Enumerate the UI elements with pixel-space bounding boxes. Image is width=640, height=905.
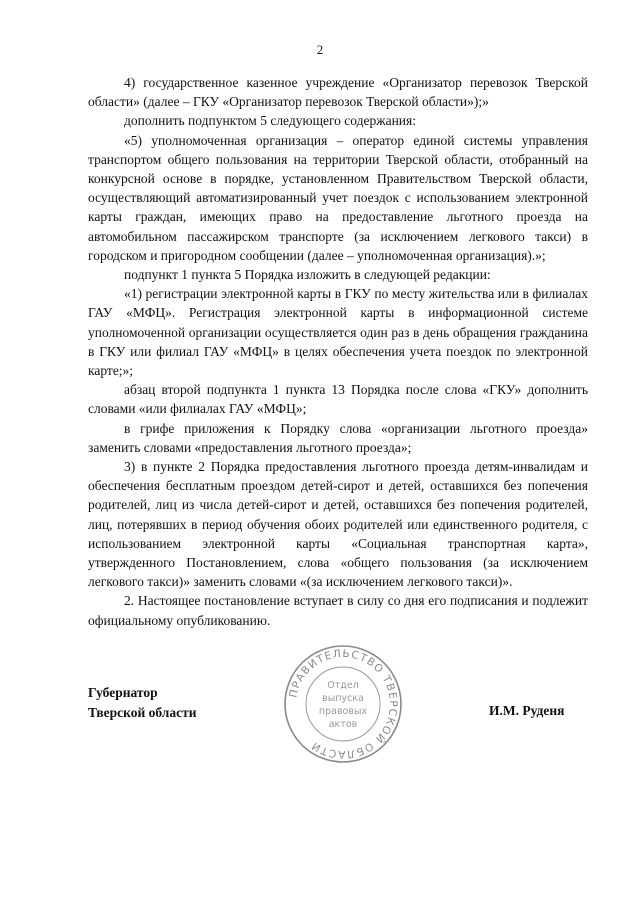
paragraph-subitem-1-item-5: подпункт 1 пункта 5 Порядка изложить в следующей редакции: xyxy=(124,267,491,283)
signatory-title-line-2: Тверской области xyxy=(88,704,197,720)
stamp-center-line-3: правовых xyxy=(318,706,368,717)
signatory-title-line-1: Губернатор xyxy=(88,685,158,700)
paragraph-appendix-heading-amendment: в грифе приложения к Порядку слова «организации льготного проезда» заменить словами «предоставления льготного проезда»; xyxy=(88,420,588,455)
stamp-outer-ring xyxy=(285,646,401,762)
paragraph-entry-into-force: 2. Настоящее постановление вступает в силу со дня его подписания и подлежит официальному опубликованию. xyxy=(88,593,588,628)
official-stamp xyxy=(282,642,404,766)
stamp-ring-text: ПРАВИТЕЛЬСТВО ТВЕРСКОЙ ОБЛАСТИ xyxy=(287,647,400,761)
stamp-center-line-1: Отдел xyxy=(327,680,359,691)
paragraph-item-4-gku: 4) государственное казенное учреждение «Организатор перевозок Тверской области» (далее – ГКУ «Организатор перевозок Тверской области»);» xyxy=(88,75,588,110)
signatory-name: И.М. Руденя xyxy=(489,703,565,718)
paragraph-item-3-children-travel: 3) в пункте 2 Порядка предоставления льготного проезда детям-инвалидам и обеспечения бесплатным проездом детей-сирот и детей, оставшихся без попечения родителей, лиц из числа детей-сирот и детей, оставшихся без попечения родителей, лиц, потерявших в период обучения обоих родителей или единственного родителя, с использованием электронной карты «Социальная транспортная карта», утвержденного Постановлением, слова «общего пользования (за исключением легкового такси)» заменить словами «(за исключением легкового такси)». xyxy=(88,459,588,590)
page-number: 2 xyxy=(316,42,324,57)
signatory-title xyxy=(88,683,197,722)
document-body xyxy=(88,73,588,630)
stamp-center-line-2: выпуска xyxy=(322,693,364,704)
paragraph-item-13-amendment: абзац второй подпункта 1 пункта 13 Порядка после слова «ГКУ» дополнить словами «или филиалах ГАУ «МФЦ»; xyxy=(88,382,588,417)
stamp-center-line-4: актов xyxy=(328,719,358,730)
paragraph-authorized-organization: «5) уполномоченная организация – оператор единой системы управления транспортом общего пользования на территории Тверской области, отобранный на конкурсной основе в порядке, установленном Правительством Тверской области, осуществляющий автоматизированный учет поездок с использованием электронной карты граждан, имеющих право на предоставление льготного проезда на автомобильном пассажирском транспорте (за исключением легкового такси) в городском и пригородном сообщении (далее – уполномоченная организация).»; xyxy=(88,132,588,263)
paragraph-add-subitem-5: дополнить подпунктом 5 следующего содержания: xyxy=(124,113,416,129)
paragraph-card-registration: «1) регистрации электронной карты в ГКУ по месту жительства или в филиалах ГАУ «МФЦ». Регистрация электронной карты в информационной системе уполномоченной организации осуществляется один раз в день обращения гражданина в ГКУ или филиал ГАУ «МФЦ» в целях обеспечения учета поездок по электронной карте;»; xyxy=(88,286,588,379)
